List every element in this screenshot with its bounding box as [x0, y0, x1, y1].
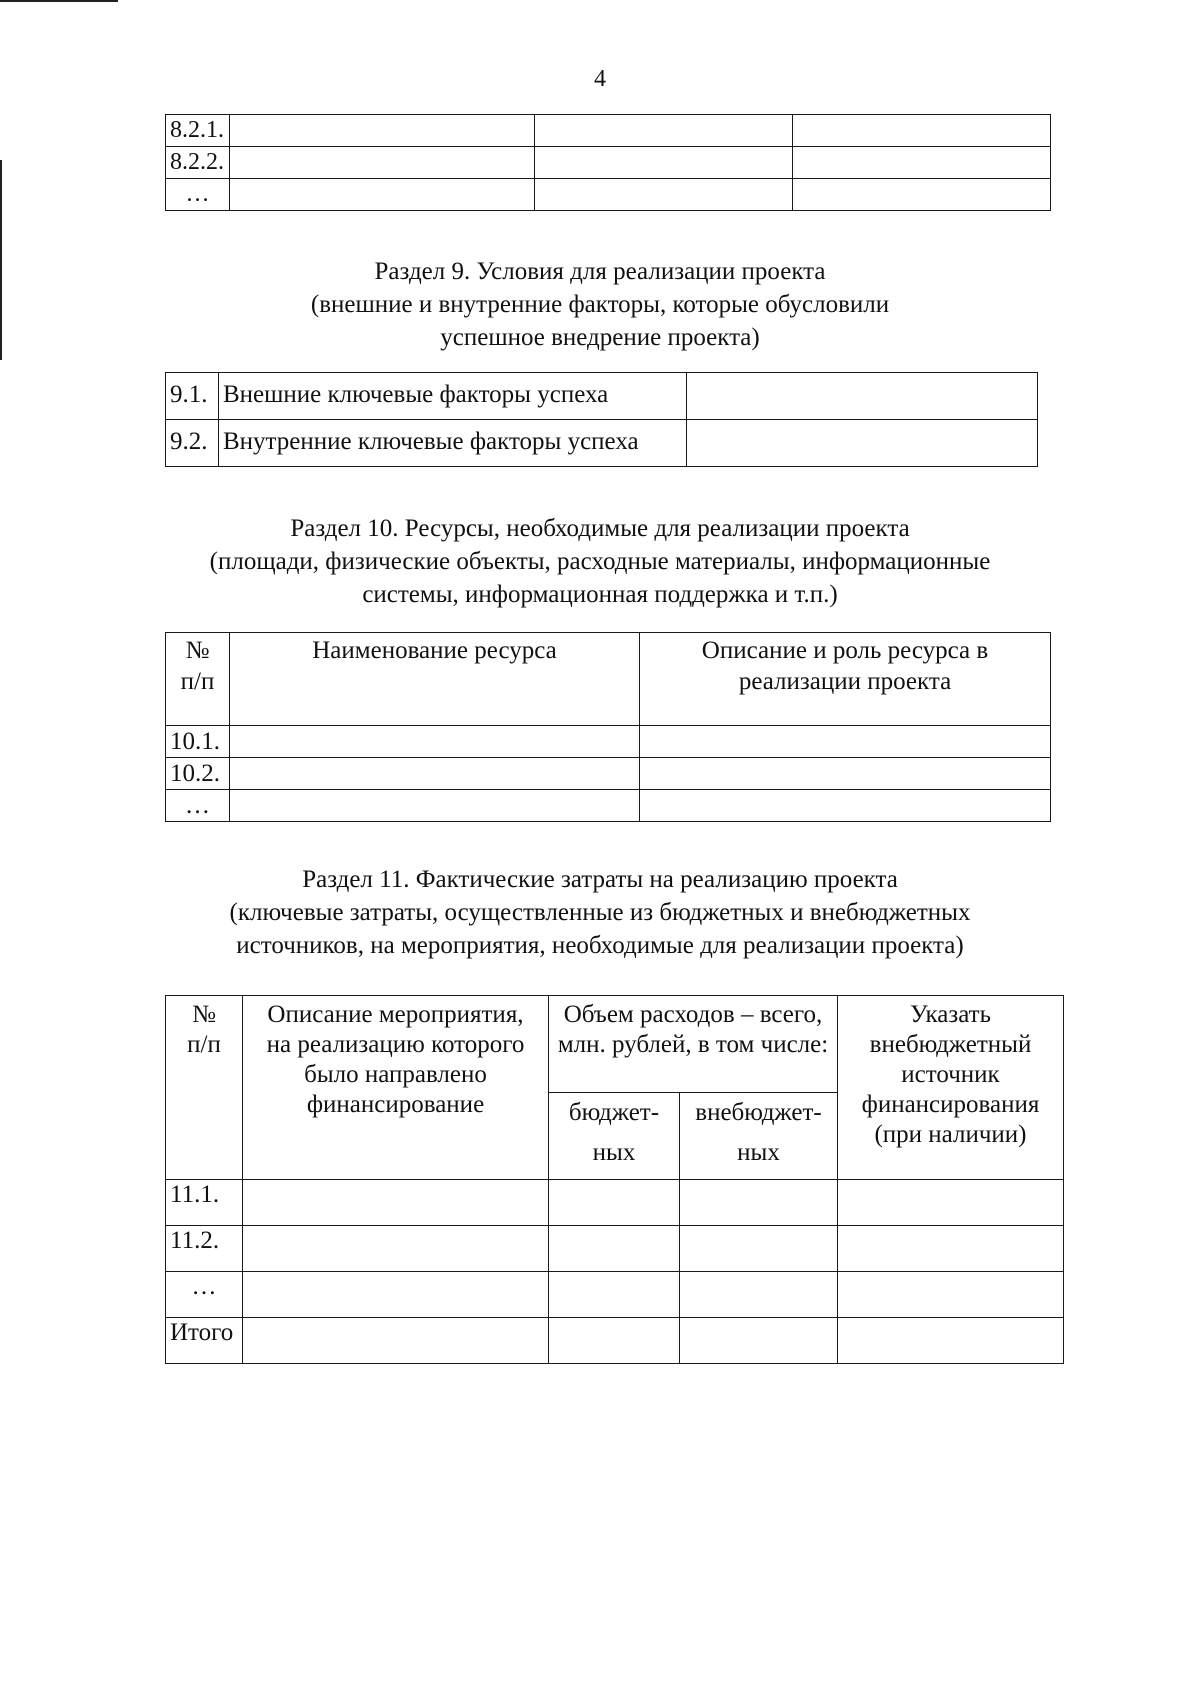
page-number: 4	[594, 66, 606, 92]
empty-cell[interactable]	[680, 1180, 838, 1226]
empty-cell[interactable]	[838, 1180, 1064, 1226]
table-row	[166, 1226, 1064, 1272]
empty-cell[interactable]	[793, 179, 1051, 211]
column-header-budget	[549, 1093, 680, 1180]
empty-cell[interactable]	[230, 115, 535, 147]
table-row	[166, 758, 1051, 790]
header-text: источник	[901, 1061, 1000, 1088]
empty-cell[interactable]	[680, 1318, 838, 1364]
header-text: внебюджетный	[869, 1031, 1032, 1058]
empty-cell[interactable]	[535, 147, 793, 179]
column-header-source	[838, 996, 1064, 1180]
empty-cell[interactable]	[549, 1272, 680, 1318]
row-number: 8.2.2.	[166, 147, 230, 179]
column-header-number	[166, 633, 230, 726]
row-number: 11.1.	[166, 1180, 243, 1226]
header-text: №	[185, 637, 210, 664]
row-number: 9.2.	[166, 420, 219, 467]
empty-cell[interactable]	[230, 179, 535, 211]
empty-cell[interactable]	[680, 1226, 838, 1272]
section-subtitle: успешное внедрение проекта)	[440, 324, 760, 351]
empty-cell[interactable]	[230, 147, 535, 179]
row-number: 10.1.	[166, 726, 230, 758]
scan-edge-mark	[0, 0, 118, 2]
section-title: Раздел 11. Фактические затраты на реализацию проекта	[302, 866, 898, 893]
section-title: Раздел 9. Условия для реализации проекта	[374, 258, 826, 285]
header-text: реализации проекта	[738, 668, 952, 695]
header-text: финансирование	[306, 1091, 485, 1118]
row-number: 11.2.	[166, 1226, 243, 1272]
table-row	[166, 726, 1051, 758]
section-subtitle: (площади, физические объекты, расходные материалы, информационные	[209, 548, 991, 575]
column-header-description	[640, 633, 1051, 726]
section-10-heading	[140, 512, 1060, 611]
empty-cell[interactable]	[793, 115, 1051, 147]
section-subtitle: системы, информационная поддержка и т.п.)	[362, 581, 838, 608]
empty-cell[interactable]	[230, 790, 640, 822]
empty-cell[interactable]	[838, 1272, 1064, 1318]
empty-cell[interactable]	[838, 1318, 1064, 1364]
empty-cell[interactable]	[535, 179, 793, 211]
table-9	[165, 372, 1038, 467]
column-header-extrabudget	[680, 1093, 838, 1180]
header-text: на реализацию которого	[266, 1031, 525, 1058]
empty-cell[interactable]	[243, 1180, 549, 1226]
column-header-volume	[549, 996, 838, 1093]
header-text: бюджет-	[568, 1099, 660, 1126]
empty-cell[interactable]	[687, 373, 1038, 420]
header-text: млн. рублей, в том числе:	[557, 1031, 829, 1058]
table-row	[166, 790, 1051, 822]
header-text: ных	[592, 1139, 636, 1166]
header-text: Наименование ресурса	[312, 637, 557, 664]
empty-cell[interactable]	[687, 420, 1038, 467]
table-row	[166, 1180, 1064, 1226]
column-header-description	[243, 996, 549, 1180]
empty-cell[interactable]	[549, 1180, 680, 1226]
empty-cell[interactable]	[640, 758, 1051, 790]
header-text: внебюджет-	[695, 1099, 822, 1126]
empty-cell[interactable]	[640, 790, 1051, 822]
row-number: …	[166, 790, 230, 822]
section-subtitle: (внешние и внутренние факторы, которые обусловили	[310, 291, 890, 318]
section-title: Раздел 10. Ресурсы, необходимые для реализации проекта	[290, 515, 910, 542]
row-number: …	[166, 179, 230, 211]
row-label: Внешние ключевые факторы успеха	[219, 373, 687, 420]
column-header-number	[166, 996, 243, 1180]
table-10	[165, 632, 1051, 822]
empty-cell[interactable]	[640, 726, 1051, 758]
table-11	[165, 995, 1064, 1364]
header-text: финансирования	[861, 1091, 1040, 1118]
row-number: 9.1.	[166, 373, 219, 420]
empty-cell[interactable]	[838, 1226, 1064, 1272]
empty-cell[interactable]	[243, 1272, 549, 1318]
empty-cell[interactable]	[680, 1272, 838, 1318]
table-row	[166, 115, 1051, 147]
scan-edge-mark	[0, 160, 2, 360]
header-text: Указать	[909, 1001, 992, 1028]
empty-cell[interactable]	[243, 1226, 549, 1272]
section-subtitle: источников, на мероприятия, необходимые для реализации проекта)	[236, 932, 964, 959]
empty-cell[interactable]	[549, 1318, 680, 1364]
table-row	[166, 373, 1038, 420]
empty-cell[interactable]	[793, 147, 1051, 179]
section-9-heading	[140, 255, 1060, 354]
row-number: 10.2.	[166, 758, 230, 790]
header-text: ных	[737, 1139, 780, 1166]
section-subtitle: (ключевые затраты, осуществленные из бюджетных и внебюджетных	[229, 899, 971, 926]
header-text: Описание мероприятия,	[267, 1001, 524, 1028]
header-text: п/п	[187, 1031, 221, 1058]
header-text: Объем расходов – всего,	[563, 1001, 823, 1028]
header-text: №	[192, 1001, 216, 1028]
table-header-row	[166, 996, 1064, 1093]
empty-cell[interactable]	[243, 1318, 549, 1364]
header-text: п/п	[180, 668, 215, 695]
row-number: …	[166, 1272, 243, 1318]
row-label: Внутренние ключевые факторы успеха	[219, 420, 687, 467]
table-header-row	[166, 633, 1051, 726]
table-row	[166, 179, 1051, 211]
header-text: Описание и роль ресурса в	[701, 637, 989, 664]
table-8-continuation	[165, 114, 1051, 211]
column-header-name	[230, 633, 640, 726]
table-row	[166, 420, 1038, 467]
table-row	[166, 1272, 1064, 1318]
row-total-label: Итого	[166, 1318, 243, 1364]
header-text: было направлено	[304, 1061, 487, 1088]
section-11-heading	[140, 863, 1060, 962]
empty-cell[interactable]	[535, 115, 793, 147]
empty-cell[interactable]	[549, 1226, 680, 1272]
empty-cell[interactable]	[230, 758, 640, 790]
table-row	[166, 147, 1051, 179]
row-number: 8.2.1.	[166, 115, 230, 147]
empty-cell[interactable]	[230, 726, 640, 758]
header-text: (при наличии)	[874, 1121, 1027, 1148]
table-row-total	[166, 1318, 1064, 1364]
